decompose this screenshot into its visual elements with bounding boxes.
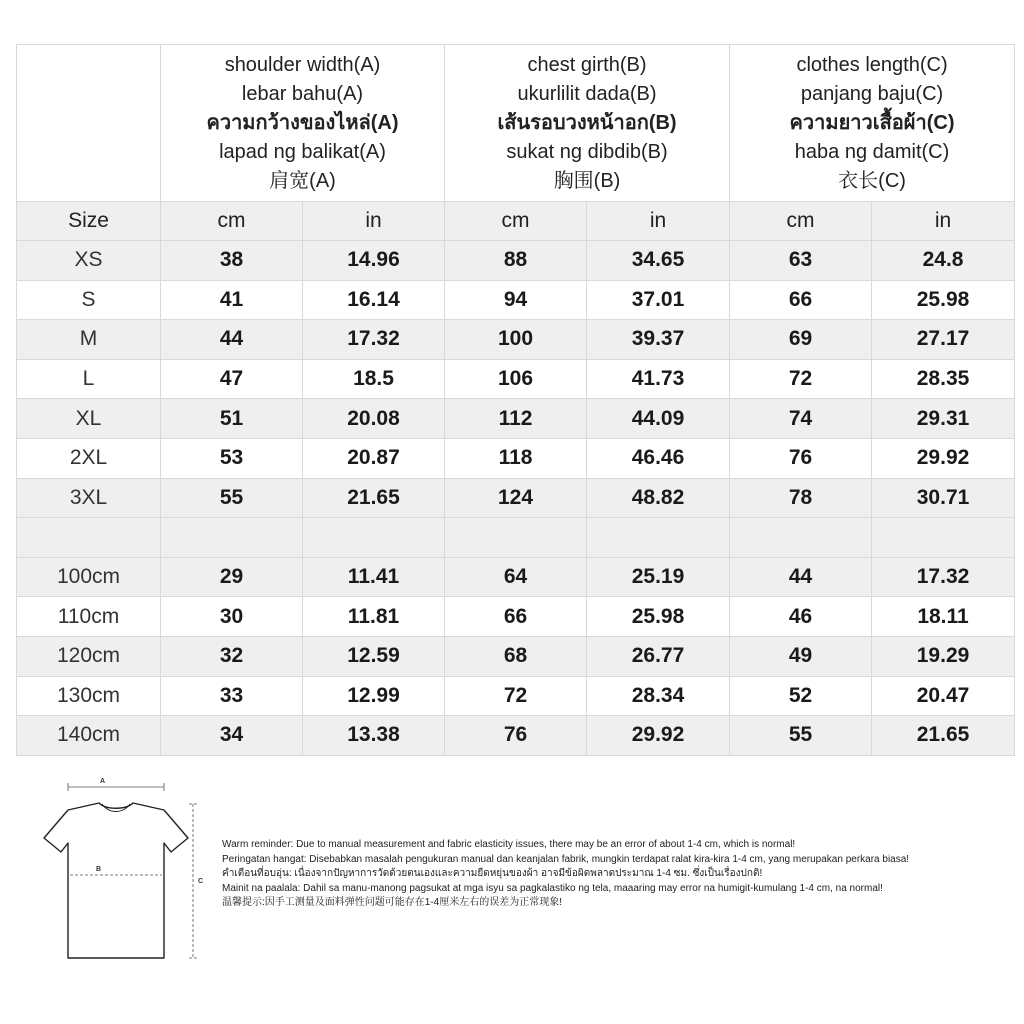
unit-in: in bbox=[872, 202, 1015, 241]
measurement-cell: 47 bbox=[161, 359, 303, 399]
empty-cell bbox=[17, 518, 161, 558]
measurement-cell: 55 bbox=[730, 716, 872, 756]
size-label-cell: S bbox=[17, 280, 161, 320]
measurement-cell: 44 bbox=[730, 557, 872, 597]
header-line: 胸围(B) bbox=[553, 169, 621, 192]
measurement-cell: 26.77 bbox=[587, 636, 730, 676]
warm-reminder-block bbox=[222, 838, 1012, 911]
measurement-cell: 20.47 bbox=[872, 676, 1015, 716]
measurement-cell: 29.31 bbox=[872, 399, 1015, 439]
empty-cell bbox=[303, 518, 445, 558]
table-row bbox=[17, 597, 1015, 637]
measurement-cell: 30.71 bbox=[872, 478, 1015, 518]
empty-cell bbox=[445, 518, 587, 558]
measurement-cell: 24.8 bbox=[872, 241, 1015, 281]
measurement-cell: 16.14 bbox=[303, 280, 445, 320]
measurement-cell: 52 bbox=[730, 676, 872, 716]
header-line: sukat ng dibdib(B) bbox=[506, 140, 668, 163]
measure-label-c: C bbox=[198, 878, 204, 885]
header-corner-cell bbox=[17, 45, 161, 202]
measurement-cell: 106 bbox=[445, 359, 587, 399]
measurement-cell: 19.29 bbox=[872, 636, 1015, 676]
unit-cm: cm bbox=[730, 202, 872, 241]
measurement-cell: 39.37 bbox=[587, 320, 730, 360]
measurement-cell: 25.98 bbox=[872, 280, 1015, 320]
header-line: panjang baju(C) bbox=[800, 82, 944, 105]
unit-cm: cm bbox=[445, 202, 587, 241]
measurement-cell: 17.32 bbox=[872, 557, 1015, 597]
measurement-cell: 13.38 bbox=[303, 716, 445, 756]
measurement-cell: 51 bbox=[161, 399, 303, 439]
measurement-cell: 41 bbox=[161, 280, 303, 320]
size-label-cell: 130cm bbox=[17, 676, 161, 716]
unit-row bbox=[17, 202, 1015, 241]
measurement-cell: 25.19 bbox=[587, 557, 730, 597]
size-label-cell: L bbox=[17, 359, 161, 399]
unit-in: in bbox=[303, 202, 445, 241]
header-chest-girth bbox=[445, 45, 730, 202]
measurement-cell: 18.5 bbox=[303, 359, 445, 399]
tshirt-measurement-diagram bbox=[16, 770, 216, 970]
measurement-cell: 20.87 bbox=[303, 438, 445, 478]
size-label-cell: 2XL bbox=[17, 438, 161, 478]
size-label-cell: M bbox=[17, 320, 161, 360]
measurement-cell: 12.59 bbox=[303, 636, 445, 676]
table-row bbox=[17, 438, 1015, 478]
measurement-cell: 32 bbox=[161, 636, 303, 676]
header-shoulder-width bbox=[161, 45, 445, 202]
header-line: haba ng damit(C) bbox=[794, 140, 950, 163]
table-row bbox=[17, 320, 1015, 360]
measurement-cell: 34 bbox=[161, 716, 303, 756]
size-label-cell: XS bbox=[17, 241, 161, 281]
measurement-cell: 69 bbox=[730, 320, 872, 360]
measurement-cell: 41.73 bbox=[587, 359, 730, 399]
header-clothes-length bbox=[730, 45, 1015, 202]
empty-cell bbox=[872, 518, 1015, 558]
reminder-filipino: Mainit na paalala: Dahil sa manu-manong pagsukat at mga isyu sa pagkalastiko ng tela, maaaring may error na humigit-kumulang 1-4 cm, na normal! bbox=[222, 882, 883, 894]
measurement-cell: 76 bbox=[730, 438, 872, 478]
table-row bbox=[17, 478, 1015, 518]
header-line: chest girth(B) bbox=[527, 53, 647, 76]
measurement-cell: 33 bbox=[161, 676, 303, 716]
measurement-cell: 27.17 bbox=[872, 320, 1015, 360]
header-line: ukurlilit dada(B) bbox=[517, 82, 657, 105]
size-column-label: Size bbox=[17, 202, 161, 241]
measurement-cell: 38 bbox=[161, 241, 303, 281]
size-chart-table bbox=[16, 44, 1015, 756]
reminder-english: Warm reminder: Due to manual measurement and fabric elasticity issues, there may be an error of about 1-4 cm, which is normal! bbox=[222, 839, 796, 850]
header-row bbox=[17, 45, 1015, 202]
table-row bbox=[17, 636, 1015, 676]
measurement-cell: 21.65 bbox=[303, 478, 445, 518]
measure-label-b: B bbox=[96, 866, 102, 873]
empty-cell bbox=[161, 518, 303, 558]
measurement-cell: 76 bbox=[445, 716, 587, 756]
measurement-cell: 66 bbox=[730, 280, 872, 320]
measurement-cell: 30 bbox=[161, 597, 303, 637]
measurement-cell: 11.81 bbox=[303, 597, 445, 637]
measurement-cell: 29 bbox=[161, 557, 303, 597]
header-line: shoulder width(A) bbox=[224, 53, 381, 76]
unit-cm: cm bbox=[161, 202, 303, 241]
measurement-cell: 29.92 bbox=[872, 438, 1015, 478]
measurement-cell: 28.34 bbox=[587, 676, 730, 716]
measurement-cell: 72 bbox=[730, 359, 872, 399]
header-line: 肩宽(A) bbox=[269, 169, 336, 192]
measurement-cell: 37.01 bbox=[587, 280, 730, 320]
table-row bbox=[17, 280, 1015, 320]
measurement-cell: 34.65 bbox=[587, 241, 730, 281]
measurement-cell: 21.65 bbox=[872, 716, 1015, 756]
measurement-cell: 55 bbox=[161, 478, 303, 518]
measurement-cell: 48.82 bbox=[587, 478, 730, 518]
measure-line-c bbox=[189, 804, 197, 958]
measurement-cell: 46 bbox=[730, 597, 872, 637]
measurement-cell: 12.99 bbox=[303, 676, 445, 716]
measurement-cell: 20.08 bbox=[303, 399, 445, 439]
size-label-cell: 120cm bbox=[17, 636, 161, 676]
measurement-cell: 68 bbox=[445, 636, 587, 676]
measurement-cell: 63 bbox=[730, 241, 872, 281]
table-row bbox=[17, 399, 1015, 439]
size-label-cell: 3XL bbox=[17, 478, 161, 518]
empty-cell bbox=[587, 518, 730, 558]
table-row bbox=[17, 557, 1015, 597]
header-line: ความกว้างของไหล่(A) bbox=[206, 111, 399, 134]
measurement-cell: 49 bbox=[730, 636, 872, 676]
size-label-cell: 100cm bbox=[17, 557, 161, 597]
size-label-cell: XL bbox=[17, 399, 161, 439]
header-line: เส้นรอบวงหน้าอก(B) bbox=[497, 111, 677, 134]
spacer-row bbox=[17, 518, 1015, 558]
table-row bbox=[17, 676, 1015, 716]
measurement-cell: 124 bbox=[445, 478, 587, 518]
measurement-cell: 11.41 bbox=[303, 557, 445, 597]
size-label-cell: 140cm bbox=[17, 716, 161, 756]
header-line: lebar bahu(A) bbox=[241, 82, 364, 105]
header-line: lapad ng balikat(A) bbox=[219, 140, 386, 163]
measurement-cell: 112 bbox=[445, 399, 587, 439]
measurement-cell: 88 bbox=[445, 241, 587, 281]
measurement-cell: 46.46 bbox=[587, 438, 730, 478]
tshirt-outline bbox=[44, 803, 188, 958]
table-row bbox=[17, 359, 1015, 399]
measurement-cell: 44.09 bbox=[587, 399, 730, 439]
table-row bbox=[17, 716, 1015, 756]
reminder-chinese: 温馨提示:因手工测量及面料弹性问题可能存在1-4厘米左右的误差为正常现象! bbox=[222, 897, 563, 909]
empty-cell bbox=[730, 518, 872, 558]
header-line: 衣长(C) bbox=[838, 169, 906, 192]
measurement-cell: 17.32 bbox=[303, 320, 445, 360]
measurement-cell: 44 bbox=[161, 320, 303, 360]
measure-line-a bbox=[68, 783, 164, 791]
reminder-malay: Peringatan hangat: Disebabkan masalah pengukuran manual dan keanjalan fabrik, mungkin terdapat ralat kira-kira 1-4 cm, yang merupakan perkara biasa! bbox=[222, 853, 910, 865]
measurement-cell: 94 bbox=[445, 280, 587, 320]
table-row bbox=[17, 241, 1015, 281]
header-line: clothes length(C) bbox=[796, 53, 948, 76]
measurement-cell: 29.92 bbox=[587, 716, 730, 756]
measurement-cell: 100 bbox=[445, 320, 587, 360]
reminder-thai: คำเตือนที่อบอุ่น: เนื่องจากปัญหาการวัดด้วยตนเองและความยืดหยุ่นของผ้า อาจมีข้อผิดพลาดประมาณ 1-4 ซม. ซึ่งเป็นเรื่องปกติ! bbox=[222, 868, 763, 880]
size-label-cell: 110cm bbox=[17, 597, 161, 637]
measurement-cell: 118 bbox=[445, 438, 587, 478]
measurement-cell: 25.98 bbox=[587, 597, 730, 637]
measurement-cell: 74 bbox=[730, 399, 872, 439]
measurement-cell: 53 bbox=[161, 438, 303, 478]
header-line: ความยาวเสื้อผ้า(C) bbox=[789, 111, 955, 134]
measurement-cell: 18.11 bbox=[872, 597, 1015, 637]
measurement-cell: 72 bbox=[445, 676, 587, 716]
measure-label-a: A bbox=[100, 778, 106, 785]
measurement-cell: 64 bbox=[445, 557, 587, 597]
measurement-cell: 78 bbox=[730, 478, 872, 518]
measurement-cell: 66 bbox=[445, 597, 587, 637]
measurement-cell: 14.96 bbox=[303, 241, 445, 281]
measurement-cell: 28.35 bbox=[872, 359, 1015, 399]
unit-in: in bbox=[587, 202, 730, 241]
